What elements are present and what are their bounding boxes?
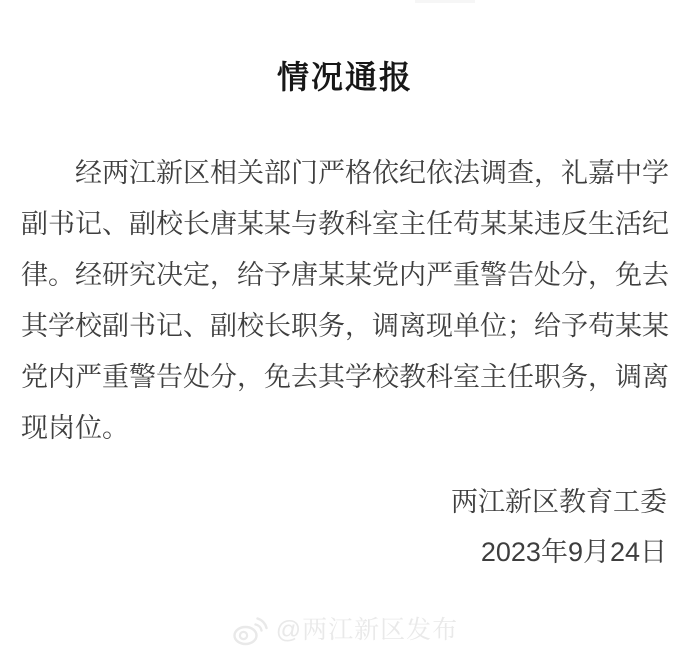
weibo-icon (232, 615, 268, 646)
body-line: 经两江新区相关部门严格依纪依法调查，礼嘉中学 (75, 158, 669, 188)
body-line: 副书记、副校长唐某某与教科室主任苟某某违反生活纪 (21, 209, 669, 239)
watermark-text: @两江新区发布 (275, 616, 459, 644)
notice-title: 情况通报 (276, 59, 413, 95)
notice-body (0, 148, 690, 454)
issuer-signature: 两江新区教育工委 (451, 487, 667, 517)
notice-footer (0, 477, 690, 577)
body-line: 律。经研究决定，给予唐某某党内严重警告处分，免去 (21, 260, 669, 290)
body-line: 现岗位。 (21, 413, 129, 443)
issue-date: 2023年9月24日 (480, 537, 667, 567)
watermark (0, 614, 690, 646)
scan-artifact (415, 0, 475, 3)
body-line: 党内严重警告处分，免去其学校教科室主任职务，调离 (21, 362, 669, 392)
body-line: 其学校副书记、副校长职务，调离现单位；给予苟某某 (21, 311, 669, 341)
